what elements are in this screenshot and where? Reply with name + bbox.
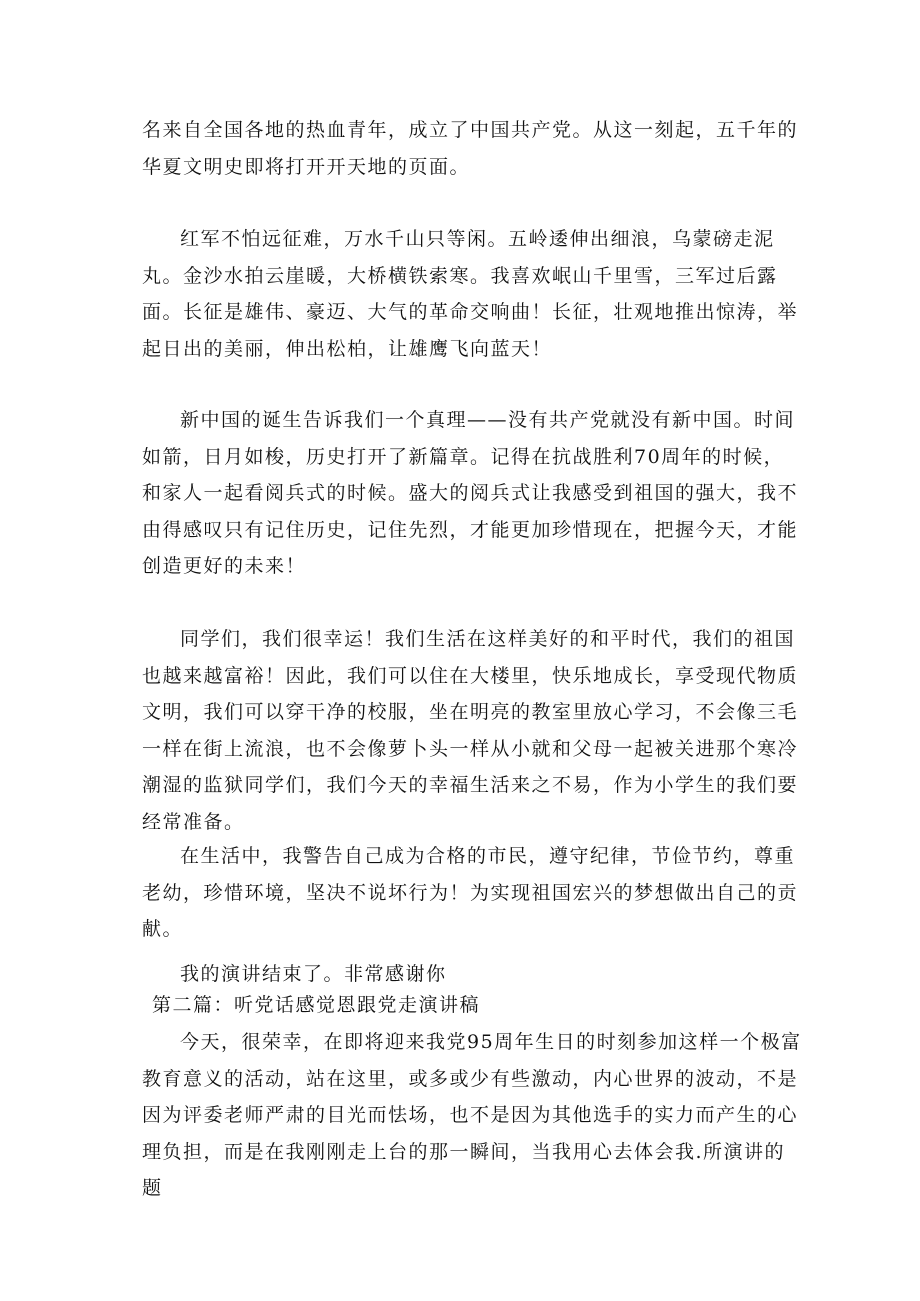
paragraph-classmates: 同学们，我们很幸运！我们生活在这样美好的和平时代，我们的祖国也越来越富裕！因此，我们可以住在大楼里，快乐地成长，享受现代物质文明，我们可以穿干净的校服，坐在明亮的教室里放心学习，不会像三毛一样在街上流浪，也不会像萝卜头一样从小就和父母一起被关进那个寒冷潮湿的监狱同学们，我们今天的幸福生活来之不易，作为小学生的我们要经常准备。 <box>142 628 799 833</box>
paragraph-new-china: 新中国的诞生告诉我们一个真理——没有共产党就没有新中国。时间如箭，日月如梭，历史打开了新篇章。记得在抗战胜利70周年的时候，和家人一起看阅兵式的时候。盛大的阅兵式让我感受到祖国的强大，我不由得感叹只有记住历史，记住先烈，才能更加珍惜现在，把握今天，才能创造更好的未来！ <box>142 409 799 577</box>
paragraph-long-march: 红军不怕远征难，万水千山只等闲。五岭逶伸出细浪，乌蒙磅走泥丸。金沙水拍云崖暖，大桥横铁索寒。我喜欢岷山千里雪，三军过后露面。长征是雄伟、豪迈、大气的革命交响曲！长征，壮观地推出惊涛，举起日出的美丽，伸出松柏，让雄鹰飞向蓝天！ <box>142 228 799 360</box>
paragraph-daily-life: 在生活中，我警告自己成为合格的市民，遵守纪律，节俭节约，尊重老幼，珍惜环境，坚决不说坏行为！为实现祖国宏兴的梦想做出自己的贡献。 <box>142 845 799 940</box>
paragraph-closing-thanks: 我的演讲结束了。非常感谢你 <box>180 963 447 985</box>
paragraph-second-speech-intro: 今天，很荣幸，在即将迎来我党95周年生日的时刻参加这样一个极富教育意义的活动，站在这里，或多或少有些激动，内心世界的波动，不是因为评委老师严肃的目光而怯场，也不是因为其他选手的实力而产生的心理负担，而是在我刚刚走上台的那一瞬间，当我用心去体会我.所演讲的题 <box>142 1031 802 1199</box>
paragraph-founding: 名来自全国各地的热血青年，成立了中国共产党。从这一刻起，五千年的华夏文明史即将打开开天地的页面。 <box>142 119 799 178</box>
section-heading: 第二篇：听党话感觉恩跟党走演讲稿 <box>152 994 481 1016</box>
